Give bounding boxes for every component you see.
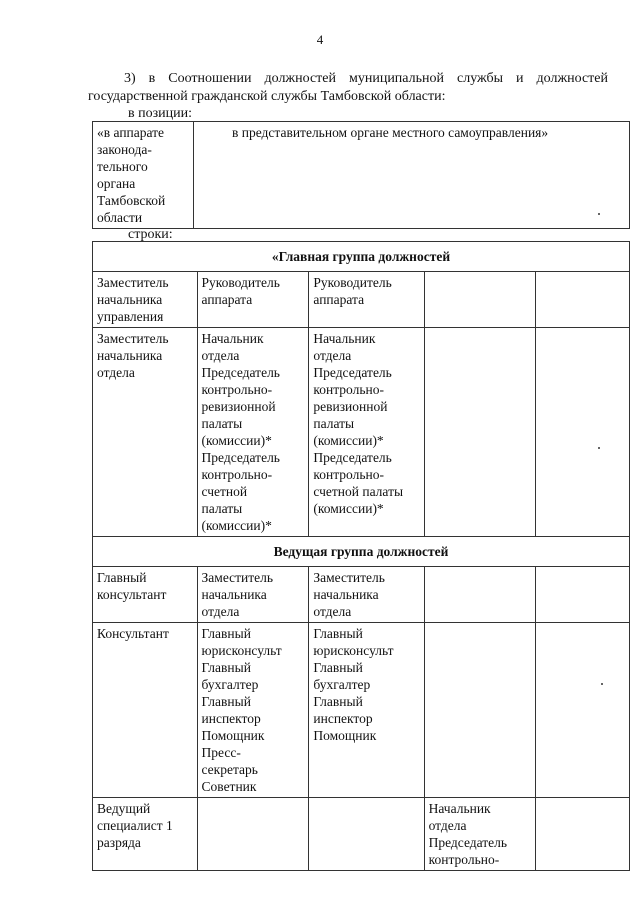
positions-left-line: «в аппарате <box>97 125 165 140</box>
cell-line: контрольно- <box>201 382 273 397</box>
table-row <box>93 623 630 798</box>
cell-line: Главный <box>313 626 363 641</box>
cell-line: Консультант <box>97 626 169 641</box>
table-cell <box>424 798 536 871</box>
table-cell <box>197 567 309 623</box>
scan-speck <box>598 447 600 449</box>
group-title: «Главная группа должностей <box>93 242 630 272</box>
intro-text: 3) в Соотношении должностей муниципальной службы и должностей государственной гражданской службы Тамбовской области: <box>88 71 608 104</box>
cell-line: отдела <box>97 365 135 380</box>
table-row <box>93 328 630 537</box>
cell-line: палаты <box>313 416 355 431</box>
table-cell <box>197 328 309 537</box>
cell-line: специалист 1 <box>97 818 173 833</box>
table-cell <box>93 567 198 623</box>
table-row <box>93 272 630 328</box>
table-cell <box>309 567 424 623</box>
scan-speck <box>598 213 600 215</box>
cell-line: палаты <box>201 416 243 431</box>
table-row <box>93 798 630 871</box>
cell-line: (комиссии)* <box>201 518 272 533</box>
cell-line: отдела <box>313 348 352 363</box>
table-cell <box>197 272 309 328</box>
cell-line: начальника <box>201 587 267 602</box>
positions-left-cell <box>93 122 194 229</box>
cell-line: (комиссии)* <box>313 501 384 516</box>
cell-line: Главный <box>313 694 363 709</box>
positions-left-line: тельного <box>97 159 148 174</box>
cell-line: Руководитель <box>201 275 280 290</box>
cell-line: контрольно- <box>313 382 384 397</box>
table-cell <box>536 272 630 328</box>
group-title: Ведущая группа должностей <box>93 537 630 567</box>
cell-line: Главный <box>201 694 251 709</box>
cell-line: ревизионной <box>313 399 388 414</box>
cell-line: Главный <box>201 660 251 675</box>
cell-line: Заместитель <box>201 570 274 585</box>
cell-line: Главный <box>313 660 363 675</box>
table-cell <box>309 272 424 328</box>
table-cell <box>93 623 198 798</box>
cell-line: бухгалтер <box>201 677 259 692</box>
table-cell <box>536 623 630 798</box>
cell-line: Председатель <box>201 450 280 465</box>
cell-line: Руководитель <box>313 275 392 290</box>
table-cell <box>536 798 630 871</box>
cell-line: Начальник <box>428 801 491 816</box>
positions-left-line: Тамбовской <box>97 193 166 208</box>
cell-line: Председатель <box>201 365 280 380</box>
table-cell <box>424 328 536 537</box>
cell-line: Ведущий <box>97 801 151 816</box>
table-cell <box>93 798 198 871</box>
cell-line: секретарь <box>201 762 258 777</box>
positions-correspondence-table <box>92 241 630 871</box>
positions-label: в позиции: <box>128 106 192 121</box>
cell-line: отдела <box>201 604 240 619</box>
cell-line: Председатель <box>428 835 508 850</box>
group-header-row <box>93 242 630 272</box>
table-cell <box>93 328 198 537</box>
cell-line: отдела <box>313 604 352 619</box>
table-cell <box>197 798 309 871</box>
cell-line: Главный <box>97 570 147 585</box>
cell-line: Начальник <box>201 331 264 346</box>
cell-line: палаты <box>201 501 243 516</box>
cell-line: отдела <box>428 818 467 833</box>
cell-line: Главный <box>201 626 251 641</box>
positions-left-line: области <box>97 210 143 225</box>
page-number: 4 <box>316 32 324 47</box>
table-cell <box>424 272 536 328</box>
cell-line: (комиссии)* <box>313 433 384 448</box>
table-cell <box>536 328 630 537</box>
scan-speck <box>601 683 603 685</box>
cell-line: счетной палаты <box>313 484 404 499</box>
cell-line: контрольно- <box>201 467 273 482</box>
cell-line: аппарата <box>201 292 253 307</box>
rows-label: строки: <box>128 227 173 242</box>
cell-line: начальника <box>313 587 379 602</box>
cell-line: инспектор <box>201 711 261 726</box>
cell-line: отдела <box>201 348 240 363</box>
cell-line: начальника <box>97 348 163 363</box>
table-row <box>93 567 630 623</box>
table-cell <box>309 328 424 537</box>
positions-left-line: законода- <box>97 142 152 157</box>
table-cell <box>424 567 536 623</box>
cell-line: (комиссии)* <box>201 433 272 448</box>
positions-right-cell: в представительном органе местного самоуправления» <box>194 122 630 229</box>
cell-line: Начальник <box>313 331 376 346</box>
cell-line: начальника <box>97 292 163 307</box>
table-cell <box>93 272 198 328</box>
cell-line: инспектор <box>313 711 373 726</box>
table-cell <box>309 798 424 871</box>
cell-line: Заместитель <box>313 570 385 585</box>
cell-line: Председатель <box>313 450 392 465</box>
cell-line: Председатель <box>313 365 392 380</box>
cell-line: юрисконсульт <box>201 643 282 658</box>
intro-paragraph <box>88 70 608 106</box>
cell-line: управления <box>97 309 164 324</box>
table-cell <box>536 567 630 623</box>
cell-line: контрольно- <box>428 852 500 867</box>
cell-line: аппарата <box>313 292 365 307</box>
cell-line: ревизионной <box>201 399 276 414</box>
cell-line: Помощник <box>313 728 377 743</box>
table-cell <box>424 623 536 798</box>
cell-line: разряда <box>97 835 141 850</box>
cell-line: юрисконсульт <box>313 643 394 658</box>
positions-table <box>92 121 630 229</box>
cell-line: Заместитель <box>97 331 169 346</box>
cell-line: бухгалтер <box>313 677 371 692</box>
cell-line: счетной <box>201 484 248 499</box>
cell-line: Помощник <box>201 728 265 743</box>
cell-line: консультант <box>97 587 167 602</box>
cell-line: Советник <box>201 779 257 794</box>
cell-line: Пресс- <box>201 745 241 760</box>
table-cell <box>309 623 424 798</box>
positions-left-line: органа <box>97 176 136 191</box>
group-header-row <box>93 537 630 567</box>
table-cell <box>197 623 309 798</box>
cell-line: контрольно- <box>313 467 384 482</box>
cell-line: Заместитель <box>97 275 169 290</box>
